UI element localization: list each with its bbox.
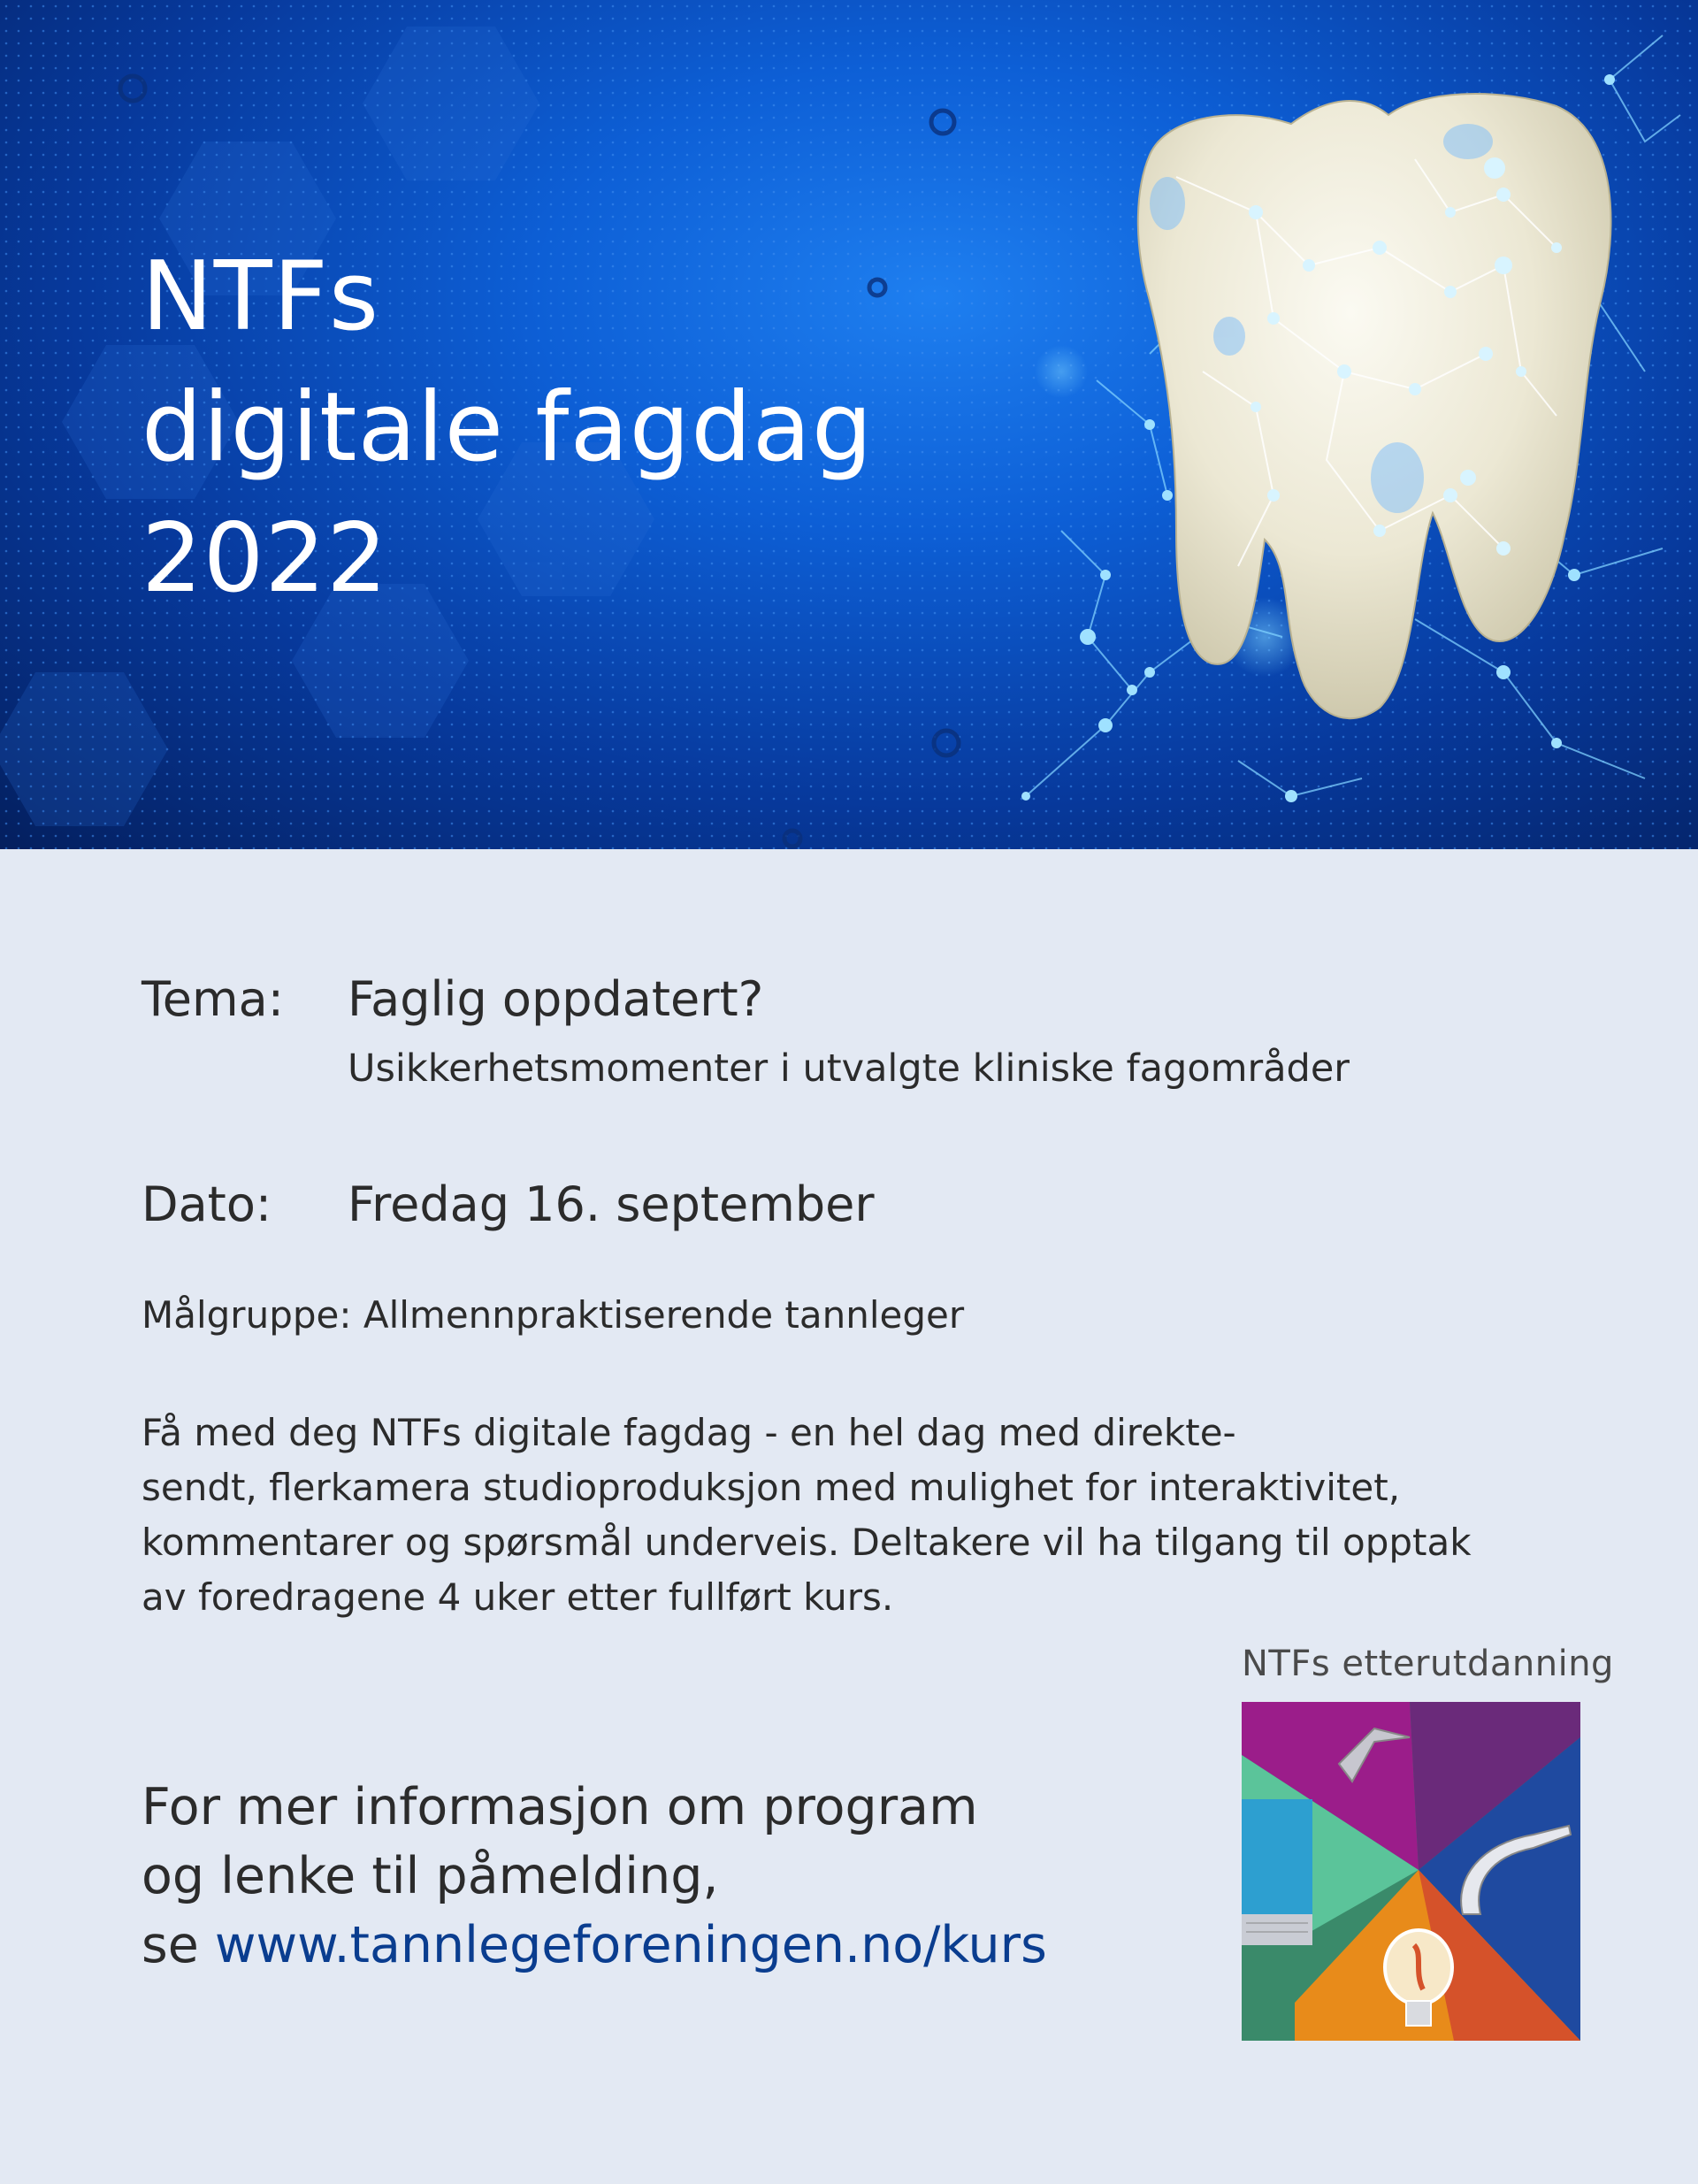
ntf-etterutdanning-logo	[1242, 1702, 1580, 2041]
description-line: sendt, flerkamera studioproduksjon med mulighet for interaktivitet,	[142, 1466, 1401, 1509]
info-line-3	[142, 1911, 1047, 1980]
description	[142, 1406, 1556, 1625]
logo-label: NTFs etterutdanning	[1242, 1644, 1614, 1684]
registration-link[interactable]: www.tannlegeforeningen.no/kurs	[214, 1916, 1047, 1974]
dato-value: Fredag 16. september	[348, 1176, 875, 1232]
dato-label: Dato:	[142, 1176, 272, 1232]
tema-subtitle: Usikkerhetsmomenter i utvalgte kliniske fagområder	[348, 1046, 1350, 1091]
description-line: kommentarer og spørsmål underveis. Deltakere vil ha tilgang til opptak	[142, 1521, 1472, 1564]
title-line-3: 2022	[142, 503, 388, 614]
tema-label: Tema:	[142, 971, 284, 1027]
title-line-1: NTFs	[142, 241, 380, 352]
hero-banner	[0, 0, 1698, 849]
description-line: Få med deg NTFs digitale fagdag - en hel dag med direkte-	[142, 1411, 1236, 1454]
title-line-2: digitale fagdag	[142, 372, 874, 483]
more-info	[142, 1773, 1047, 1980]
tema-value: Faglig oppdatert?	[348, 971, 764, 1027]
info-line-2: og lenke til påmelding,	[142, 1847, 719, 1905]
info-line-1: For mer informasjon om program	[142, 1778, 978, 1836]
description-line: av foredragene 4 uker etter fullført kurs.	[142, 1575, 894, 1619]
event-title	[142, 232, 873, 625]
target-group: Målgruppe: Allmennpraktiserende tannleger	[142, 1293, 965, 1337]
info-prefix: se	[142, 1916, 215, 1974]
